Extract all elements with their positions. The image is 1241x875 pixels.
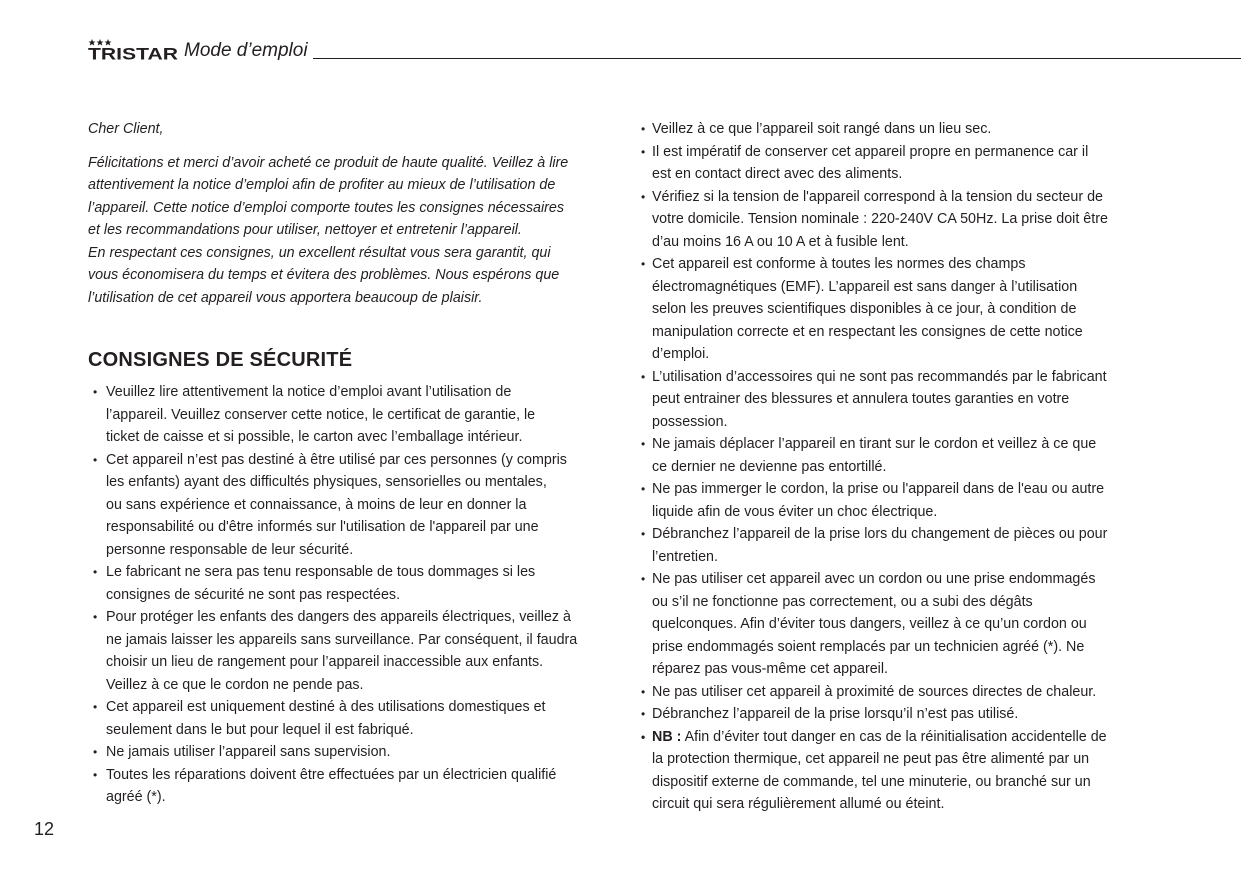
item-line: ou s’il ne fonctionne pas correctement, ou a subi des dégâts bbox=[652, 593, 1033, 610]
right-column bbox=[638, 118, 1158, 816]
item-line: • Cet appareil est conforme à toutes les normes des champs bbox=[652, 256, 1026, 272]
item-line: prise endommagés soient remplacés par un technicien agréé (*). Ne bbox=[652, 638, 1085, 655]
left-column bbox=[88, 118, 613, 809]
nb-item bbox=[638, 726, 1158, 816]
item-line: personne responsable de leur sécurité. bbox=[106, 541, 354, 558]
header-subtitle: Mode d’emploi bbox=[184, 40, 308, 61]
page-header bbox=[88, 38, 1241, 64]
item-line: selon les preuves scientifiques disponibles à ce jour, à condition de bbox=[652, 301, 1077, 317]
item-line: seulement dans le but pour lequel il est fabriqué. bbox=[106, 721, 414, 738]
item-line: dispositif externe de commande, tel une minuterie, ou branché sur un bbox=[652, 773, 1091, 790]
list-item bbox=[88, 381, 613, 449]
list-item bbox=[88, 764, 613, 809]
item-line: possession. bbox=[652, 413, 728, 430]
item-line: consignes de sécurité ne sont pas respectées. bbox=[106, 586, 401, 603]
list-item bbox=[638, 118, 1158, 141]
list-item bbox=[88, 741, 613, 764]
item-line: responsabilité ou d'être informés sur l'utilisation de l'appareil par une bbox=[106, 519, 539, 535]
item-line: • Toutes les réparations doivent être effectuées par un électricien qualifié bbox=[106, 766, 557, 783]
intro-line: Félicitations et merci d’avoir acheté ce produit de haute qualité. Veillez à lire bbox=[88, 154, 569, 171]
item-line: manipulation correcte et en respectant les consignes de cette notice bbox=[652, 323, 1083, 340]
item-line: l’entretien. bbox=[652, 548, 718, 565]
section-title: CONSIGNES DE SÉCURITÉ bbox=[88, 349, 353, 371]
list-item bbox=[638, 433, 1158, 478]
list-item bbox=[88, 561, 613, 606]
list-item bbox=[638, 478, 1158, 523]
page-number: 12 bbox=[34, 819, 55, 839]
item-line: la protection thermique, cet appareil ne peut pas être alimenté par un bbox=[652, 751, 1090, 767]
item-line: • Veillez à ce que l’appareil soit rangé dans un lieu sec. bbox=[652, 121, 992, 137]
list-item bbox=[88, 696, 613, 741]
intro-line: et les recommandations pour utiliser, nettoyer et entretenir l’appareil. bbox=[88, 222, 522, 238]
item-line: • Débranchez l’appareil de la prise lorsqu’il n’est pas utilisé. bbox=[652, 706, 1019, 722]
item-line: choisir un lieu de rangement pour l’appareil inaccessible aux enfants. bbox=[106, 654, 544, 670]
tristar-logo bbox=[88, 38, 180, 62]
item-line: • Cet appareil est uniquement destiné à des utilisations domestiques et bbox=[106, 699, 546, 715]
list-item bbox=[638, 681, 1158, 704]
safety-list-left bbox=[88, 381, 613, 809]
item-line: • Ne pas utiliser cet appareil à proximité de sources directes de chaleur. bbox=[652, 683, 1097, 700]
item-line: • Veuillez lire attentivement la notice d’emploi avant l’utilisation de bbox=[106, 384, 512, 400]
nb-label: NB : bbox=[652, 728, 682, 745]
intro-line: attentivement la notice d’emploi afin de profiter au mieux de l’utilisation de bbox=[88, 177, 556, 193]
item-line: Afin d’éviter tout danger en cas de la réinitialisation accidentelle de bbox=[684, 728, 1107, 745]
list-item bbox=[638, 568, 1158, 681]
list-item bbox=[638, 523, 1158, 568]
item-line: • Cet appareil n’est pas destiné à être utilisé par ces personnes (y compris bbox=[106, 451, 567, 468]
item-line: réparez pas vous-même cet appareil. bbox=[652, 661, 889, 677]
safety-list-right bbox=[638, 118, 1158, 816]
nb-first-line bbox=[652, 726, 1158, 749]
item-line: • Le fabricant ne sera pas tenu responsable de tous dommages si les bbox=[106, 564, 536, 580]
item-line: • Vérifiez si la tension de l'appareil correspond à la tension du secteur de bbox=[652, 188, 1103, 205]
item-line: ou sans expérience et connaissance, à moins de leur en donner la bbox=[106, 496, 527, 513]
list-item bbox=[638, 366, 1158, 434]
intro-line: vous économisera du temps et évitera des problèmes. Nous espérons que bbox=[88, 267, 560, 283]
item-line: les enfants) ayant des difficultés physiques, sensorielles ou mentales, bbox=[106, 474, 547, 490]
item-line: liquide afin de vous éviter un choc électrique. bbox=[652, 503, 938, 520]
item-line: Veillez à ce que le cordon ne pende pas. bbox=[106, 676, 364, 693]
list-item bbox=[638, 253, 1158, 366]
list-item bbox=[638, 186, 1158, 254]
item-line: • Ne jamais utiliser l’appareil sans supervision. bbox=[106, 744, 391, 760]
item-line: circuit qui sera régulièrement allumé ou éteint. bbox=[652, 796, 945, 812]
greeting: Cher Client, bbox=[88, 121, 164, 137]
item-line: l’appareil. Veuillez conserver cette notice, le certificat de garantie, le bbox=[106, 406, 536, 423]
item-line: quelconques. Afin d’éviter tous dangers, veillez à ce qu’un cordon ou bbox=[652, 616, 1087, 632]
intro-paragraph bbox=[88, 152, 613, 310]
intro-line: l’appareil. Cette notice d’emploi comporte toutes les consignes nécessaires bbox=[88, 199, 565, 216]
brand-text: TRISTAR bbox=[88, 44, 178, 62]
item-line: peut entrainer des blessures et annulera toutes garanties en votre bbox=[652, 391, 1070, 407]
item-line: agréé (*). bbox=[106, 789, 166, 805]
item-line: ticket de caisse et si possible, le carton avec l’emballage intérieur. bbox=[106, 429, 523, 445]
item-line: • Ne pas utiliser cet appareil avec un cordon ou une prise endommagés bbox=[652, 571, 1096, 587]
list-item bbox=[638, 141, 1158, 186]
item-line: votre domicile. Tension nominale : 220-240V CA 50Hz. La prise doit être bbox=[652, 211, 1108, 227]
item-line: est en contact direct avec des aliments. bbox=[652, 166, 903, 182]
item-line: d’emploi. bbox=[652, 346, 710, 362]
item-line: ce dernier ne devienne pas entortillé. bbox=[652, 458, 887, 475]
list-item bbox=[88, 606, 613, 696]
item-line: • Ne pas immerger le cordon, la prise ou l'appareil dans de l'eau ou autre bbox=[652, 481, 1105, 497]
item-line: • Il est impératif de conserver cet appareil propre en permanence car il bbox=[652, 143, 1089, 160]
item-line: ne jamais laisser les appareils sans surveillance. Par conséquent, il faudra bbox=[106, 631, 578, 648]
list-item bbox=[88, 449, 613, 562]
list-item bbox=[638, 703, 1158, 726]
item-line: • Pour protéger les enfants des dangers des appareils électriques, veillez à bbox=[106, 609, 571, 625]
intro-line: En respectant ces consignes, un excellent résultat vous sera garantit, qui bbox=[88, 244, 551, 261]
item-line: • Ne jamais déplacer l’appareil en tirant sur le cordon et veillez à ce que bbox=[652, 436, 1097, 452]
item-line: • L’utilisation d’accessoires qui ne sont pas recommandés par le fabricant bbox=[652, 368, 1107, 385]
tristar-logo-graphic bbox=[88, 38, 180, 62]
intro-block bbox=[88, 118, 613, 309]
intro-line: l’utilisation de cet appareil vous apportera beaucoup de plaisir. bbox=[88, 289, 483, 306]
item-line: d’au moins 16 A ou 10 A et à fusible lent. bbox=[652, 233, 909, 250]
item-line: • Débranchez l’appareil de la prise lors du changement de pièces ou pour bbox=[652, 526, 1108, 542]
item-line: électromagnétiques (EMF). L’appareil est sans danger à l’utilisation bbox=[652, 278, 1078, 295]
header-rule bbox=[313, 58, 1241, 59]
